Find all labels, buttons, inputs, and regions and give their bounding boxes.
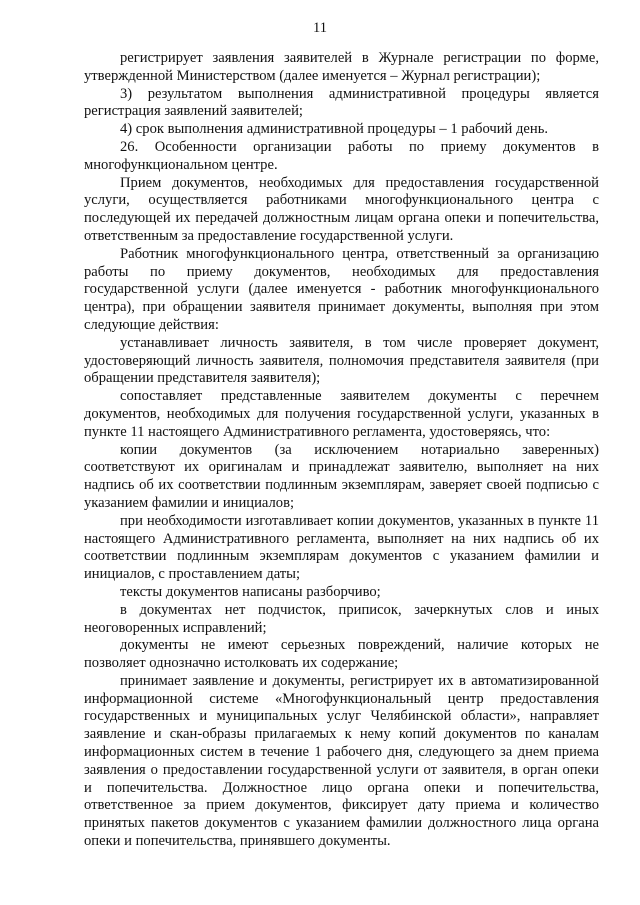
paragraph: принимает заявление и документы, регистрирует их в автоматизированной информационной системе «Многофункциональный центр предоставления государственных и муниципальных услуг Челябинской области», направляет заявление и скан-образы прилагаемых к нему копий документов по каналам информационных систем в течение 1 рабочего дня, следующего за днем приема заявления о предоставлении государственной услуги от заявителя, в орган опеки и попечительства. Должностное лицо органа опеки и попечительства, ответственное за прием документов, фиксирует дату приема и количество принятых пакетов документов с указанием фамилии должностного лица органа опеки и попечительства, принявшего документы.	[84, 672, 599, 850]
paragraph: регистрирует заявления заявителей в Журнале регистрации по форме, утвержденной Министерством (далее именуется – Журнал регистрации);	[84, 50, 599, 84]
paragraph: документы не имеют серьезных повреждений, наличие которых не позволяет однозначно истолковать их содержание;	[84, 637, 599, 672]
paragraph: Прием документов, необходимых для предоставления государственной услуги, осуществляется работниками многофункционального центра с последующей их передачей должностным лицам органа опеки и попечительства, ответственным за предоставление государственной услуги.	[84, 174, 599, 244]
paragraph: устанавливает личность заявителя, в том числе проверяет документ, удостоверяющий личность заявителя, полномочия представителя заявителя (при обращении представителя заявителя);	[84, 334, 599, 387]
document-body	[84, 50, 599, 851]
paragraph: 4) срок выполнения административной процедуры – 1 рабочий день.	[120, 121, 549, 138]
paragraph: копии документов (за исключением нотариально заверенных) соответствуют их оригиналам и принадлежат заявителю, выполняет на них надпись об их соответствии подлинным экземплярам, заверяет своей подписью с указанием фамилии и инициалов;	[84, 441, 599, 511]
paragraph: 3) результатом выполнения административной процедуры является регистрация заявлений заявителей;	[84, 85, 599, 120]
paragraph: Работник многофункционального центра, ответственный за организацию работы по приему документов, необходимых для предоставления государственной услуги (далее именуется - работник многофункционального центра), при обращении заявителя принимает документы, выполняя при этом следующие действия:	[84, 245, 599, 333]
paragraph: сопоставляет представленные заявителем документы с перечнем документов, необходимых для получения государственной услуги, указанных в пункте 11 настоящего Административного регламента, удостоверяясь, что:	[84, 388, 599, 440]
paragraph: тексты документов написаны разборчиво;	[120, 583, 381, 600]
paragraph: при необходимости изготавливает копии документов, указанных в пункте 11 настоящего Административного регламента, выполняет на них надпись об их соответствии подлинным экземплярам документов с указанием фамилии и инициалов, с проставлением даты;	[84, 512, 599, 583]
paragraph: в документах нет подчисток, приписок, зачеркнутых слов и иных неоговоренных исправлений;	[84, 601, 599, 636]
page-number: 11	[313, 20, 327, 36]
paragraph: 26. Особенности организации работы по приему документов в многофункциональном центре.	[84, 138, 599, 173]
